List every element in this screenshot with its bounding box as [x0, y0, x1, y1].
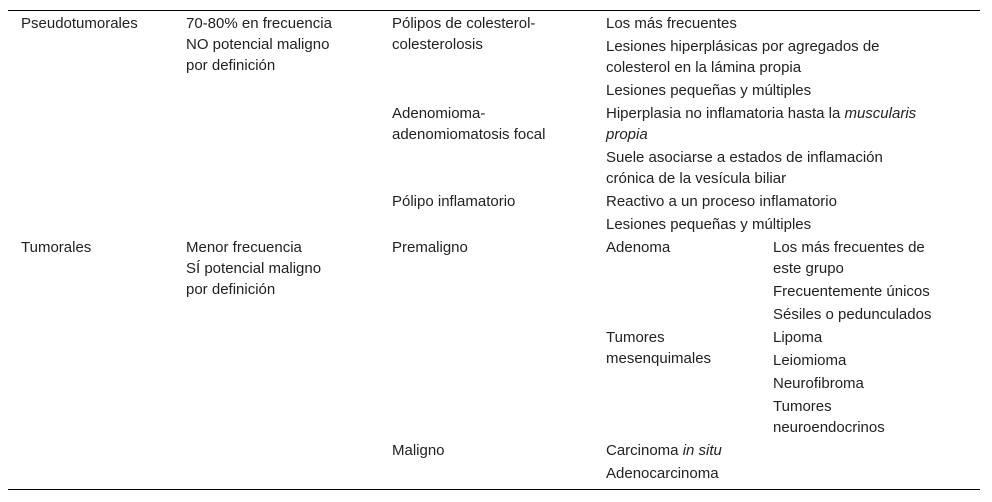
pseudo-definition: por definición [186, 57, 276, 74]
cholesterol-polyp-name-cont: colesterolosis [392, 36, 483, 53]
cholesterol-polyp-name: Pólipos de colesterol- [392, 15, 536, 32]
cholesterol-feature-2: Lesiones hiperplásicas por agregados de [606, 38, 880, 55]
adenomyoma-feature-2-cont: crónica de la vesícula biliar [606, 170, 787, 187]
adenomyoma-name-cont: adenomiomatosis focal [392, 126, 546, 143]
cholesterol-feature-3: Lesiones pequeñas y múltiples [606, 82, 812, 99]
adenoma-feature-1: Los más frecuentes de [773, 239, 925, 256]
adenomyoma-feature-2: Suele asociarse a estados de inflamación [606, 149, 883, 166]
mesenchymal-item-lipoma: Lipoma [773, 329, 823, 346]
adenomyoma-feature-1-italic: muscularis [844, 105, 917, 122]
pseudo-malignancy: NO potencial maligno [186, 36, 330, 53]
adenomyoma-feature-1-text: Hiperplasia no inflamatoria hasta la [606, 105, 845, 122]
malignant-item-adenocarcinoma: Adenocarcinoma [606, 465, 719, 482]
tumor-frequency: Menor frecuencia [186, 239, 302, 256]
table-bottom-rule [8, 489, 980, 490]
mesenchymal-name-cont: mesenquimales [606, 350, 712, 367]
adenomyoma-feature-1-cont [606, 124, 648, 145]
mesenchymal-name: Tumores [606, 329, 665, 346]
type-pseudotumorales: Pseudotumorales [21, 15, 138, 32]
inflammatory-feature-1: Reactivo a un proceso inflamatorio [606, 193, 837, 210]
inflammatory-polyp-name: Pólipo inflamatorio [392, 193, 516, 210]
adenomyoma-feature-1 [606, 103, 916, 124]
inflammatory-feature-2: Lesiones pequeñas y múltiples [606, 216, 812, 233]
premalignant-label: Premaligno [392, 239, 468, 256]
tumor-definition: por definición [186, 281, 276, 298]
pseudo-frequency: 70-80% en frecuencia [186, 15, 332, 32]
adenomyoma-feature-1-italic-cont: propia [606, 126, 648, 143]
mesenchymal-item-neuroendocrine: Tumores [773, 398, 832, 415]
carcinoma-text: Carcinoma [606, 442, 683, 459]
cholesterol-feature-1: Los más frecuentes [606, 15, 737, 32]
carcinoma-italic: in situ [682, 442, 722, 459]
type-tumorales: Tumorales [21, 239, 92, 256]
tumor-malignancy: SÍ potencial maligno [186, 260, 322, 277]
adenoma-feature-1-cont: este grupo [773, 260, 844, 277]
mesenchymal-item-leiomioma: Leiomioma [773, 352, 847, 369]
adenoma-feature-3: Sésiles o pedunculados [773, 306, 932, 323]
malignant-item-carcinoma [606, 440, 722, 461]
table-top-rule [8, 10, 980, 11]
adenoma-name: Adenoma [606, 239, 671, 256]
mesenchymal-item-neuroendocrine-cont: neuroendocrinos [773, 419, 885, 436]
mesenchymal-item-neurofibroma: Neurofibroma [773, 375, 864, 392]
adenomyoma-name: Adenomioma- [392, 105, 486, 122]
malignant-label: Maligno [392, 442, 445, 459]
cholesterol-feature-2-cont: colesterol en la lámina propia [606, 59, 802, 76]
adenoma-feature-2: Frecuentemente únicos [773, 283, 930, 300]
